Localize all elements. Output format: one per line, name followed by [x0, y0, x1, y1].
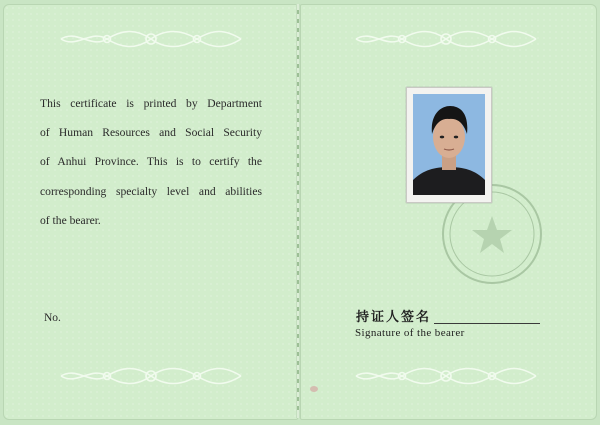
certificate-statement — [40, 89, 262, 235]
certificate-line-3: of Anhui Province. This is to certify the — [40, 155, 262, 169]
floral-ornament-top-right — [352, 29, 540, 49]
paper-mark — [310, 386, 318, 392]
signature-line[interactable] — [434, 323, 540, 324]
certificate-line-5: of the bearer. — [40, 213, 101, 227]
spine-stitching — [297, 10, 299, 410]
floral-ornament-bottom-left — [57, 366, 245, 386]
signature-label-english: Signature of the bearer — [355, 327, 465, 339]
floral-ornament-bottom-right — [352, 366, 540, 386]
signature-label-chinese: 持证人签名 — [356, 309, 432, 324]
certificate-line-1: This certificate is printed by Department — [40, 97, 262, 110]
portrait-image — [413, 94, 485, 195]
certificate-number-label: No. — [44, 312, 61, 324]
floral-ornament-top-left — [57, 29, 245, 49]
certificate-line-2: of Human Resources and Social Security — [40, 126, 262, 140]
certificate-line-4: corresponding specialty level and abilities — [40, 184, 262, 198]
bearer-photo — [406, 87, 492, 203]
